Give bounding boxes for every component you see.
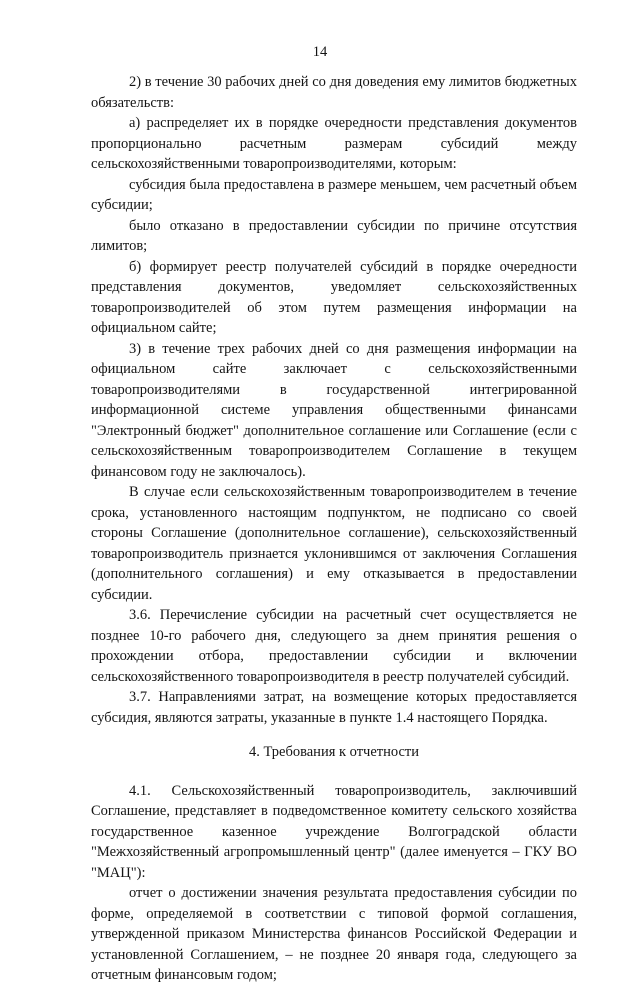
paragraph-subitem-2b: б) формирует реестр получателей субсидий в порядке очередности представления документов, уведомляет сельскохозяйственных товаропроизводителей об этом путем размещения информации на официальном сайте; [91,258,577,336]
page-number: 14 [312,44,328,60]
paragraph-3-7: 3.7. Направлениями затрат, на возмещение которых предоставляется субсидия, являются затраты, указанные в пункте 1.4 настоящего Порядка. [91,689,577,726]
section-heading: 4. Требования к отчетности [248,744,420,760]
paragraph-refused-subsidy: было отказано в предоставлении субсидии по причине отсутствия лимитов; [91,217,577,254]
paragraph-subitem-2a: а) распределяет их в порядке очередности представления документов пропорционально расчетным размерам субсидий между сельскохозяйственными товаропроизводителями, которым: [91,115,577,172]
paragraph-report: отчет о достижении значения результата предоставления субсидии по форме, определяемой в соответствии с типовой формой соглашения, утвержденной приказом Министерства финансов Российской Федерации и установленной Соглашением, – не позднее 20 января года, следующего за отчетным финансовым годом; [91,885,577,983]
paragraph-4-1: 4.1. Сельскохозяйственный товаропроизводитель, заключивший Соглашение, представляет в подведомственное комитету сельского хозяйства государственное казенное учреждение Волгоградской области "Межхозяйственный агропромышленный центр" (далее именуется – ГКУ ВО "МАЦ"): [91,782,577,881]
paragraph-subitem-3: 3) в течение трех рабочих дней со дня размещения информации на официальном сайте заключает с сельскохозяйственными товаропроизводителями в государственной интегрированной информационной системе управления общественными финансами "Электронный бюджет" дополнительное соглашение или Соглашение (если с сельскохозяйственным товаропроизводителем Соглашение в текущем финансовом году не заключалось). [91,340,577,480]
paragraph-subitem-2: 2) в течение 30 рабочих дней со дня доведения ему лимитов бюджетных обязательств: [91,74,577,111]
paragraph-reduced-subsidy: субсидия была предоставлена в размере меньшем, чем расчетный объем субсидии; [91,176,577,213]
paragraph-3-6: 3.6. Перечисление субсидии на расчетный счет осуществляется не позднее 10-го рабочего дня, следующего за днем принятия решения о прохождении отбора, предоставлении субсидии и включении сельскохозяйственного товаропроизводителя в реестр получателей субсидий. [91,607,577,685]
document-body [91,72,577,986]
paragraph-evasion: В случае если сельскохозяйственным товаропроизводителем в течение срока, установленного настоящим подпунктом, не подписано со своей стороны Соглашение (дополнительное соглашение), сельскохозяйственный товаропроизводитель признается уклонившимся от заключения Соглашения (дополнительного соглашения) и ему отказывается в предоставлении субсидии. [91,484,577,603]
